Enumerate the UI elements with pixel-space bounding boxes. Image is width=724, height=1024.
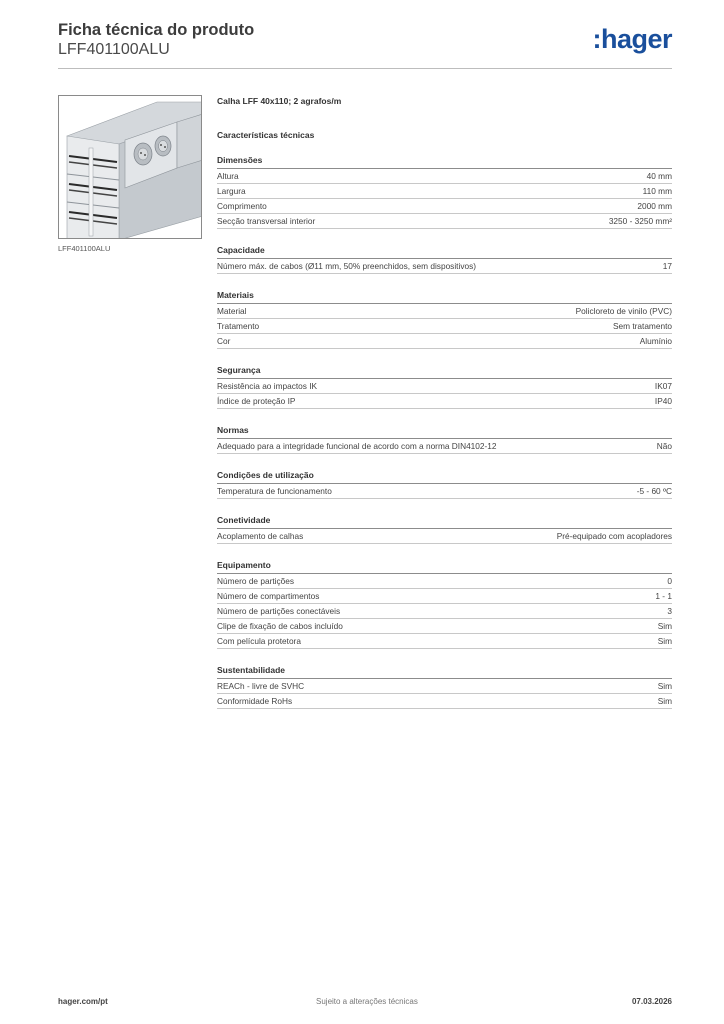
spec-section (217, 515, 672, 544)
section-title: Segurança (217, 365, 672, 379)
section-title: Conetividade (217, 515, 672, 529)
spec-row (217, 169, 672, 184)
spec-row (217, 619, 672, 634)
spec-row (217, 484, 672, 499)
spec-label: Acoplamento de calhas (217, 531, 304, 541)
spec-value: Não (656, 441, 672, 451)
spec-section (217, 560, 672, 649)
spec-label: Comprimento (217, 201, 267, 211)
product-code: LFF401100ALU (58, 41, 170, 58)
spec-row (217, 304, 672, 319)
spec-row (217, 214, 672, 229)
spec-value: Sim (657, 636, 672, 646)
product-specs (217, 95, 672, 709)
spec-row (217, 679, 672, 694)
spec-label: Com película protetora (217, 636, 301, 646)
spec-label: Número máx. de cabos (Ø11 mm, 50% preenchidos, sem dispositivos) (217, 261, 476, 271)
spec-row (217, 259, 672, 274)
spec-sections (217, 155, 672, 709)
spec-row (217, 184, 672, 199)
section-title: Condições de utilização (217, 470, 672, 484)
spec-label: Índice de proteção IP (217, 396, 296, 406)
spec-row (217, 394, 672, 409)
spec-label: Cor (217, 336, 231, 346)
spec-value: 110 mm (642, 186, 672, 196)
hager-logo: :hager (592, 24, 672, 54)
footer-notice: Sujeito a alterações técnicas (316, 997, 418, 1006)
cable-trunking-illustration (59, 96, 202, 239)
spec-label: Número de partições (217, 576, 295, 586)
spec-row (217, 379, 672, 394)
spec-value: 1 - 1 (655, 591, 672, 601)
spec-section (217, 470, 672, 499)
header-divider (58, 68, 672, 69)
spec-value: IP40 (654, 396, 672, 406)
image-caption: LFF401100ALU (58, 244, 111, 253)
spec-row (217, 694, 672, 709)
spec-section (217, 365, 672, 409)
spec-section (217, 245, 672, 274)
section-title: Equipamento (217, 560, 672, 574)
spec-value: Sim (657, 681, 672, 691)
section-title: Dimensões (217, 155, 672, 169)
page-header (58, 20, 672, 70)
section-title: Materiais (217, 290, 672, 304)
spec-label: Material (217, 306, 247, 316)
footer-date: 07.03.2026 (631, 997, 672, 1006)
page-footer (58, 997, 672, 1009)
spec-value: 3250 - 3250 mm² (608, 216, 672, 226)
spec-value: Sem tratamento (612, 321, 672, 331)
product-image (58, 95, 202, 239)
section-title: Sustentabilidade (217, 665, 672, 679)
section-title: Normas (217, 425, 672, 439)
document-title: Ficha técnica do produto (58, 21, 255, 39)
spec-row (217, 604, 672, 619)
spec-label: Tratamento (217, 321, 260, 331)
spec-row (217, 334, 672, 349)
section-title: Capacidade (217, 245, 672, 259)
spec-value: IK07 (654, 381, 672, 391)
spec-value: Alumínio (639, 336, 672, 346)
spec-value: Pré-equipado com acopladores (556, 531, 672, 541)
logo-text: hager (600, 24, 672, 54)
technical-characteristics-heading: Características técnicas (217, 130, 315, 140)
spec-section (217, 665, 672, 709)
spec-section (217, 155, 672, 229)
spec-row (217, 634, 672, 649)
spec-label: Largura (217, 186, 246, 196)
spec-label: Temperatura de funcionamento (217, 486, 332, 496)
spec-row (217, 589, 672, 604)
spec-label: Adequado para a integridade funcional de acordo com a norma DIN4102-12 (217, 441, 497, 451)
product-description: Calha LFF 40x110; 2 agrafos/m (217, 96, 342, 106)
spec-value: 0 (667, 576, 672, 586)
spec-label: REACh - livre de SVHC (217, 681, 305, 691)
spec-row (217, 574, 672, 589)
spec-row (217, 319, 672, 334)
spec-value: 2000 mm (637, 201, 672, 211)
spec-label: Clipe de fixação de cabos incluído (217, 621, 343, 631)
spec-row (217, 199, 672, 214)
spec-label: Secção transversal interior (217, 216, 316, 226)
spec-value: Policloreto de vinilo (PVC) (575, 306, 672, 316)
spec-section (217, 290, 672, 349)
spec-value: 40 mm (646, 171, 672, 181)
spec-value: 3 (667, 606, 672, 616)
spec-label: Número de partições conectáveis (217, 606, 341, 616)
spec-label: Altura (217, 171, 239, 181)
spec-section (217, 425, 672, 454)
spec-value: Sim (657, 696, 672, 706)
spec-label: Resistência ao impactos IK (217, 381, 318, 391)
footer-website: hager.com/pt (58, 997, 108, 1006)
spec-row (217, 439, 672, 454)
spec-value: -5 - 60 ºC (636, 486, 672, 496)
spec-row (217, 529, 672, 544)
spec-value: 17 (662, 261, 672, 271)
spec-label: Número de compartimentos (217, 591, 320, 601)
spec-label: Conformidade RoHs (217, 696, 293, 706)
spec-value: Sim (657, 621, 672, 631)
